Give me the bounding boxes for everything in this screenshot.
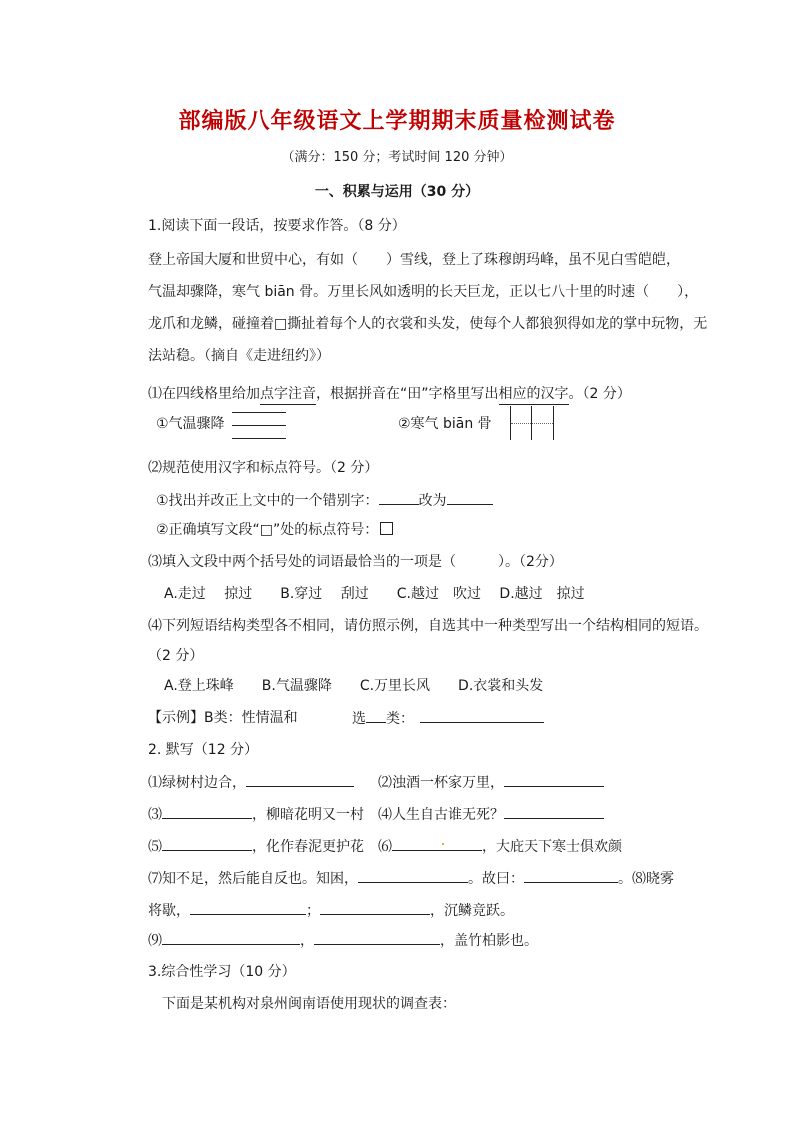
- punctuation-box[interactable]: [380, 522, 393, 535]
- q2-item-1: ⑴绿树村边合，: [148, 772, 354, 793]
- q2-item-7: ⑺知不足，然后能自反也。知困， 。故曰： 。⑻晓雾: [148, 868, 674, 889]
- q2-item-2: ⑵浊酒一杯家万里，: [378, 772, 604, 793]
- answer-blank[interactable]: [162, 804, 252, 819]
- answer-blank[interactable]: [366, 708, 386, 723]
- q1-passage-line-4: 法站稳。（摘自《走进纽约》）: [148, 348, 330, 364]
- q2-item-9: ⑼ ， ，盖竹柏影也。: [148, 930, 538, 951]
- q3-intro: 下面是某机构对泉州闽南语使用现状的调查表：: [162, 996, 456, 1012]
- q1-sub1-heading: ⑴在四线格里给加点字注音，根据拼音在“田”字格里写出相应的汉字。（2 分）: [148, 384, 631, 405]
- answer-blank[interactable]: [190, 900, 306, 915]
- answer-blank[interactable]: [320, 900, 430, 915]
- answer-blank[interactable]: [524, 868, 618, 883]
- q1-sub2-heading: ⑵规范使用汉字和标点符号。（2 分）: [148, 460, 379, 476]
- underlined-term: 点字注音: [260, 384, 316, 405]
- answer-blank[interactable]: [447, 490, 493, 505]
- answer-blank[interactable]: [504, 772, 604, 787]
- q2-item-8: 将歇， ； ，沉鳞竞跃。: [148, 900, 514, 921]
- answer-blank[interactable]: [420, 708, 544, 723]
- q1-passage-line-2: 气温却骤降，寒气 biān 骨。万里长风如透明的长天巨龙，正以七八十里的时速（ ），: [148, 284, 699, 300]
- q2-item-4: ⑷人生自古谁无死？: [378, 804, 604, 825]
- q1-sub1-item-a: ①气温骤降: [156, 416, 225, 432]
- page-title: 部编版八年级语文上学期期末质量检测试卷: [178, 108, 616, 134]
- q2-item-6: ⑹ ，大庇天下寒士俱欢颜: [378, 836, 622, 857]
- answer-blank[interactable]: [162, 836, 252, 851]
- answer-blank[interactable]: [504, 804, 604, 819]
- underlined-term: 相应的汉字: [499, 384, 569, 405]
- q1-passage-line-1: 登上帝国大厦和世贸中心，有如（ ）雪线，登上了珠穆朗玛峰，虽不见白雪皑皑，: [148, 252, 680, 268]
- ink-speck: [442, 843, 444, 845]
- answer-blank[interactable]: [246, 772, 354, 787]
- q1-sub4-options: A.登上珠峰 B.气温骤降 C.万里长风 D.衣裳和头发: [164, 678, 544, 694]
- page-subtitle: （满分：150 分；考试时间 120 分钟）: [281, 150, 513, 165]
- answer-blank[interactable]: [162, 930, 300, 945]
- answer-blank[interactable]: [379, 490, 419, 505]
- answer-blank[interactable]: [358, 868, 468, 883]
- q1-sub2-item-b: ②正确填写文段“□”处的标点符号：: [156, 520, 393, 540]
- q3-heading: 3.综合性学习（10 分）: [148, 964, 296, 980]
- four-line-grid[interactable]: [232, 412, 286, 451]
- answer-blank[interactable]: [314, 930, 440, 945]
- q1-passage-line-3: 龙爪和龙鳞，碰撞着□撕扯着每个人的衣裳和头发，使每个人都狼狈得如龙的掌中玩物，无: [148, 316, 708, 332]
- q2-item-3: ⑶ ，柳暗花明又一村: [148, 804, 364, 825]
- answer-blank[interactable]: [392, 836, 482, 851]
- section-heading: 一、积累与运用（30 分）: [314, 184, 480, 200]
- q1-sub3-heading: ⑶填入文段中两个括号处的词语最恰当的一项是（ ）。（2分）: [148, 554, 563, 570]
- q1-sub4-choose: 选 类：: [352, 708, 544, 729]
- q2-heading: 2. 默写（12 分）: [148, 742, 259, 758]
- tianzi-grid-box[interactable]: [510, 406, 554, 440]
- q1-sub1-item-b: ②寒气 biān 骨: [398, 416, 492, 432]
- q2-item-5: ⑸ ，化作春泥更护花: [148, 836, 364, 857]
- q1-sub4-heading: ⑷下列短语结构类型各不相同，请仿照示例，自选其中一种类型写出一个结构相同的短语。: [148, 618, 708, 634]
- q1-heading: 1.阅读下面一段话，按要求作答。（8 分）: [148, 218, 406, 234]
- q1-sub4-score: （2 分）: [148, 648, 204, 664]
- q1-sub4-example: 【示例】B类：性情温和: [148, 710, 298, 726]
- q1-sub3-options: A.走过 掠过 B.穿过 刮过 C.越过 吹过 D.越过 掠过: [164, 586, 585, 602]
- q1-sub2-item-a: ①找出并改正上文中的一个错别字： 改为: [156, 490, 493, 511]
